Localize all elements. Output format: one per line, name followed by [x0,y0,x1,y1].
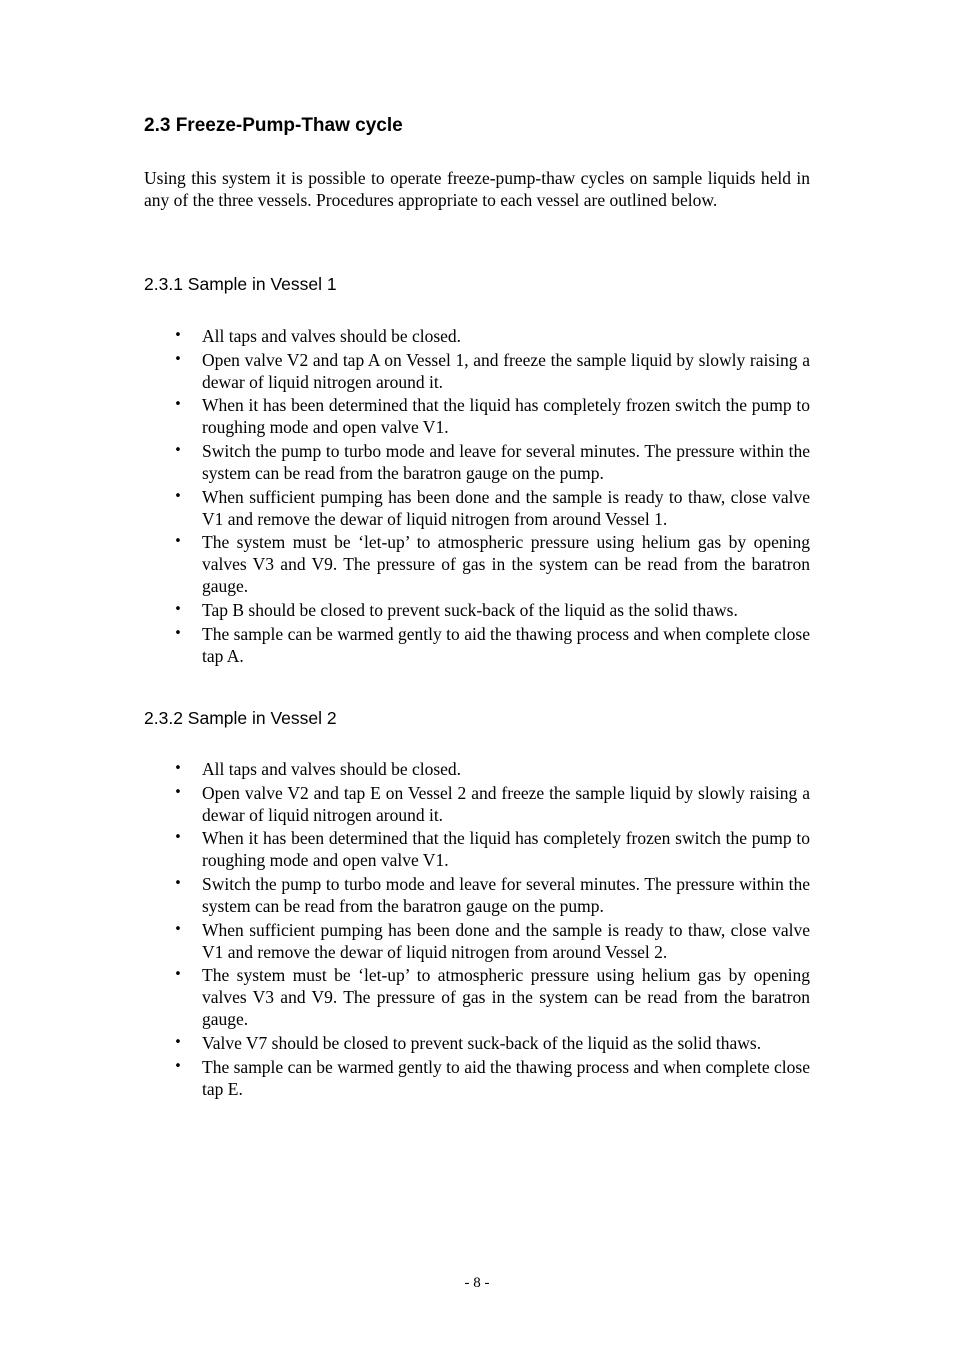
list-item [144,782,810,826]
step-text: Open valve V2 and tap A on Vessel 1, and freeze the sample liquid by slowly raising a dewar of liquid nitrogen around it. [202,349,810,392]
list-item [144,531,810,597]
bullet-icon: • [174,761,182,776]
step-text: When sufficient pumping has been done and the sample is ready to thaw, close valve V1 and remove the dewar of liquid nitrogen from around Vessel 1. [202,486,810,529]
list-item [144,758,810,780]
bullet-icon: • [174,488,182,504]
bullet-icon: • [174,351,182,367]
list-item [144,1056,810,1100]
bullet-icon: • [174,443,182,459]
list-item [144,349,810,393]
step-text: Tap B should be closed to prevent suck-back of the liquid as the solid thaws. [202,600,738,621]
bullet-icon: • [174,602,182,618]
subsection-heading-vessel-1: 2.3.1 Sample in Vessel 1 [144,274,337,294]
step-text: All taps and valves should be closed. [202,326,462,346]
step-text: Open valve V2 and tap E on Vessel 2 and freeze the sample liquid by slowly raising a dewar of liquid nitrogen around it. [202,782,810,825]
bullet-icon: • [174,625,182,641]
list-item [144,599,810,621]
step-text: Switch the pump to turbo mode and leave for several minutes. The pressure within the system can be read from the baratron gauge on the pump. [202,874,810,917]
bullet-icon: • [174,784,182,800]
list-item [144,486,810,530]
bullet-icon: • [174,921,182,937]
procedure-list-vessel-1 [144,325,810,669]
procedure-list-vessel-2 [144,758,810,1102]
list-item [144,873,810,917]
step-text: When it has been determined that the liquid has completely frozen switch the pump to roughing mode and open valve V1. [202,828,810,871]
bullet-icon: • [174,534,182,550]
bullet-icon: • [174,876,182,892]
bullet-icon: • [174,328,182,343]
section-heading: 2.3 Freeze-Pump-Thaw cycle [144,115,403,136]
page-number: - 8 - [464,1275,490,1291]
step-text: The sample can be warmed gently to aid the thawing process and when complete close tap A. [202,623,810,666]
step-text: The system must be ‘let-up’ to atmospheric pressure using helium gas by opening valves V3 and V9. The pressure of gas in the system can be read from the baratron gauge. [202,532,810,597]
bullet-icon: • [174,1035,182,1051]
list-item [144,827,810,871]
bullet-icon: • [174,967,182,983]
list-item [144,394,810,438]
step-text: Switch the pump to turbo mode and leave for several minutes. The pressure within the system can be read from the baratron gauge on the pump. [202,441,810,484]
step-text: When it has been determined that the liquid has completely frozen switch the pump to roughing mode and open valve V1. [202,395,810,438]
step-text: The system must be ‘let-up’ to atmospheric pressure using helium gas by opening valves V3 and V9. The pressure of gas in the system can be read from the baratron gauge. [202,965,810,1030]
step-text: When sufficient pumping has been done and the sample is ready to thaw, close valve V1 and remove the dewar of liquid nitrogen from around Vessel 2. [202,919,810,962]
subsection-heading-vessel-2: 2.3.2 Sample in Vessel 2 [144,708,337,728]
intro-paragraph: Using this system it is possible to operate freeze-pump-thaw cycles on sample liquids held in any of the three vessels. Procedures appropriate to each vessel are outlined below. [144,168,810,210]
step-text: All taps and valves should be closed. [202,759,462,779]
list-item [144,325,810,347]
step-text: Valve V7 should be closed to prevent suck-back of the liquid as the solid thaws. [202,1033,762,1054]
list-item [144,1032,810,1054]
bullet-icon: • [174,830,182,846]
step-text: The sample can be warmed gently to aid the thawing process and when complete close tap E. [202,1056,810,1099]
list-item [144,964,810,1030]
list-item [144,440,810,484]
bullet-icon: • [174,1058,182,1074]
list-item [144,623,810,667]
bullet-icon: • [174,397,182,413]
list-item [144,919,810,963]
